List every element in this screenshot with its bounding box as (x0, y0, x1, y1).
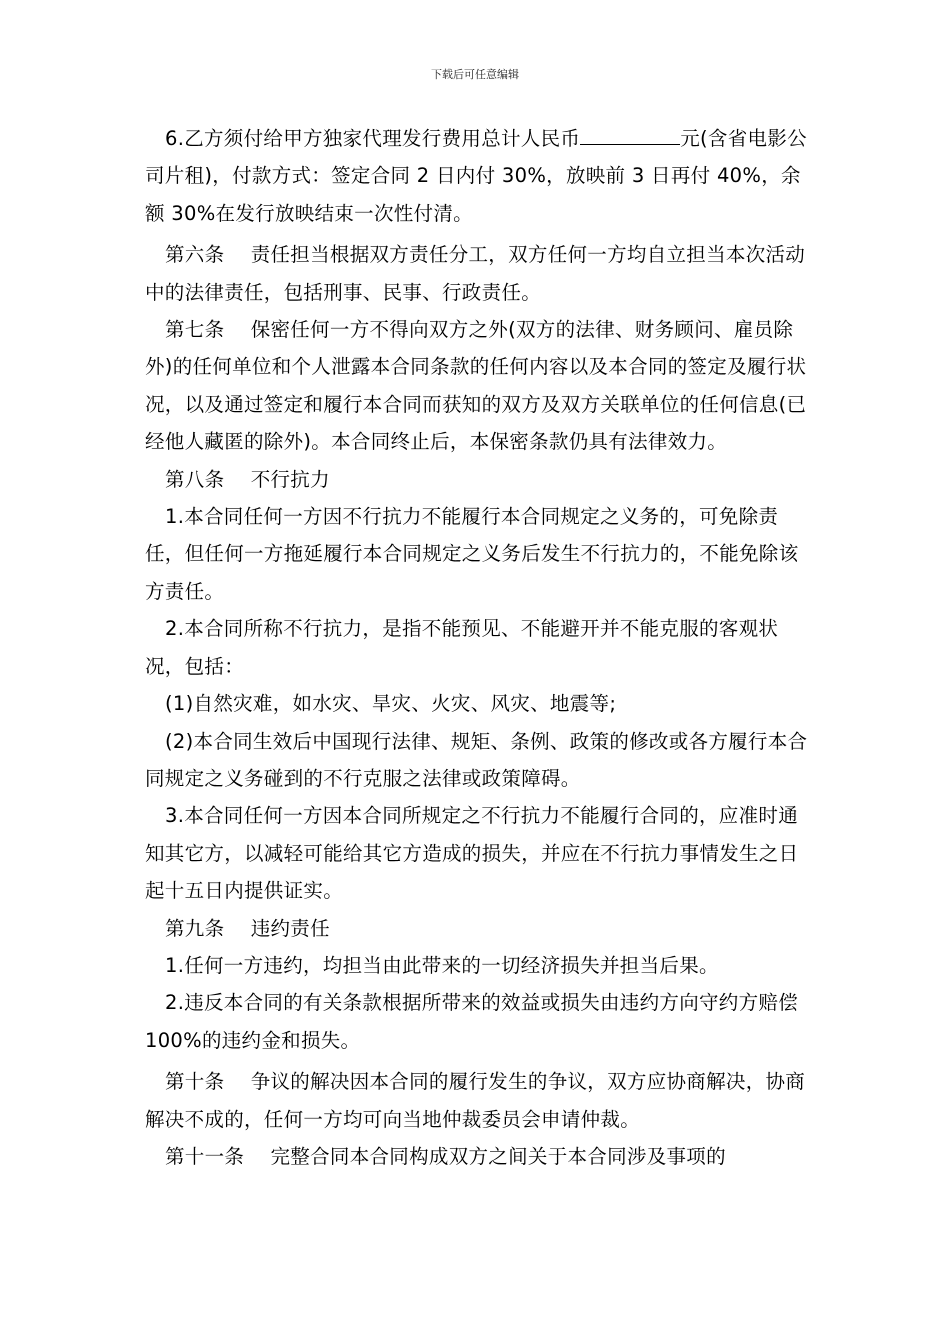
article-8-heading: 第八条 不行抗力 (165, 467, 330, 491)
article-9-clause-1: 1.任何一方违约，均担当由此带来的一切经济损失并担当后果。 (165, 953, 719, 977)
article-10-dispute: 第十条 争议的解决因本合同的履行发生的争议，双方应协商解决，协商解决不成的，任何一方均可向当地仲裁委员会申请仲裁。 (145, 1070, 806, 1131)
page-header: 下载后可任意编辑 (431, 68, 519, 81)
article-9-heading: 第九条 违约责任 (165, 916, 330, 940)
paragraph-payment (145, 120, 815, 232)
article-7-confidentiality: 第七条 保密任何一方不得向双方之外(双方的法律、财务顾问、雇员除外)的任何单位和个人泄露本合同条款的任何内容以及本合同的签定及履行状况，以及通过签定和履行本合同而获知的双方及双方关联单位的任何信息(已经他人藏匿的除外)。本合同终止后，本保密条款仍具有法律效力。 (145, 318, 807, 454)
article-8-clause-3: 3.本合同任何一方因本合同所规定之不行抗力不能履行合同的，应准时通知其它方，以减轻可能给其它方造成的损失，并应在不行抗力事情发生之日起十五日内提供证实。 (145, 804, 799, 903)
paragraph-payment-part2: 元(含省电影公司片租)，付款方式：签定合同 2 日内付 30%，放映前 3 日再付 40%，余额 30%在发行放映结束一次性付清。 (145, 127, 807, 225)
article-8-clause-2: 2.本合同所称不行抗力，是指不能预见、不能避开并不能克服的客观状况，包括： (145, 617, 779, 678)
article-9-clause-2: 2.违反本合同的有关条款根据所带来的效益或损失由违约方向守约方赔偿 100%的违约金和损失。 (145, 991, 799, 1052)
paragraph-payment-part1: 6.乙方须付给甲方独家代理发行费用总计人民币 (165, 127, 581, 150)
amount-blank-field (580, 126, 680, 145)
article-11-entire-contract: 第十一条 完整合同本合同构成双方之间关于本合同涉及事项的 (165, 1144, 726, 1168)
document-body (145, 120, 815, 1175)
article-6-responsibility: 第六条 责任担当根据双方责任分工，双方任何一方均自立担当本次活动中的法律责任，包括刑事、民事、行政责任。 (145, 243, 806, 304)
article-8-item-2: (2)本合同生效后中国现行法律、规矩、条例、政策的修改或各方履行本合同规定之义务碰到的不行克服之法律或政策障碍。 (145, 729, 808, 790)
article-8-item-1: (1)自然灾难，如水灾、旱灾、火灾、风灾、地震等; (165, 692, 617, 716)
article-8-clause-1: 1.本合同任何一方因不行抗力不能履行本合同规定之义务的，可免除责任，但任何一方拖延履行本合同规定之义务后发生不行抗力的，不能免除该方责任。 (145, 505, 799, 603)
